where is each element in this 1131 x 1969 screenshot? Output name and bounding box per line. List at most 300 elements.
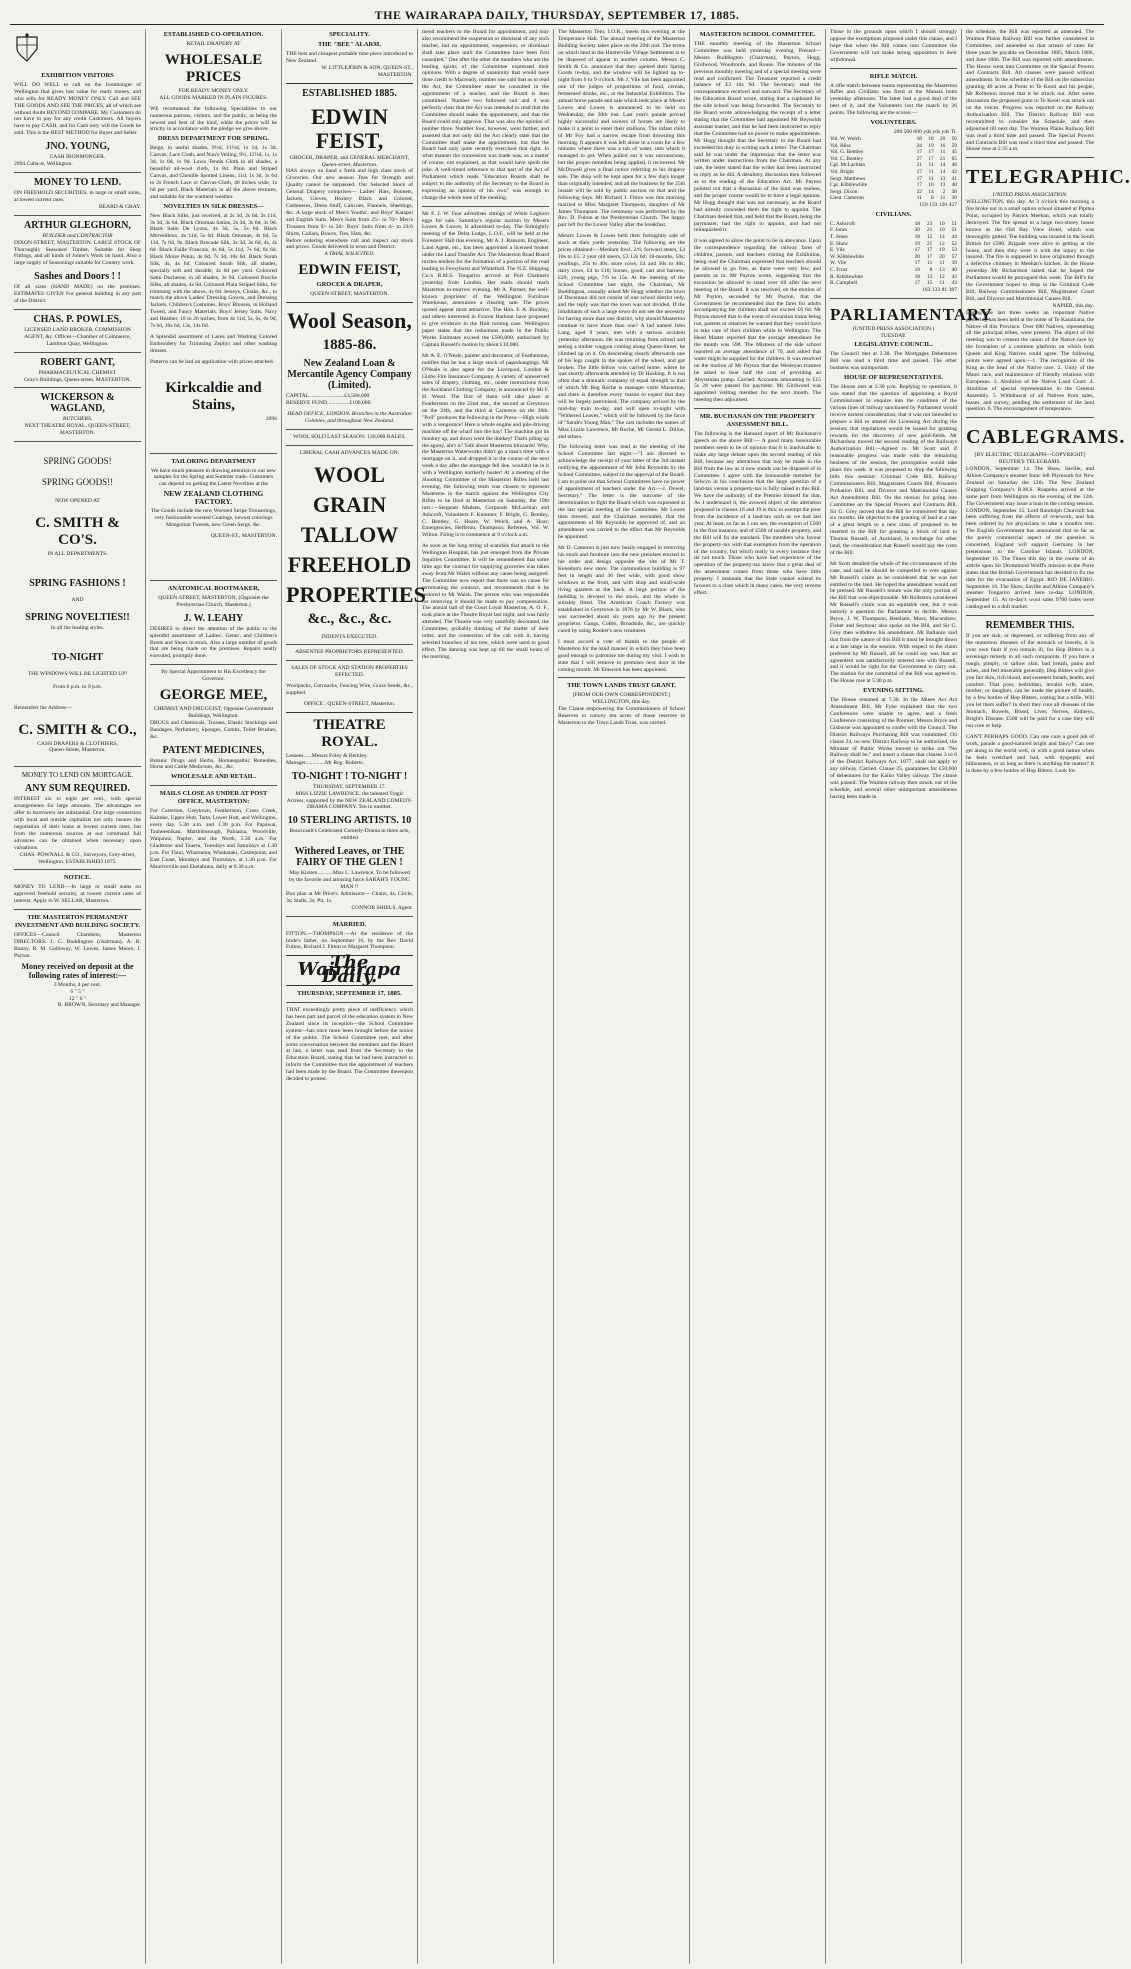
volunteer-cell-name: Vol. Bright (830, 168, 854, 175)
divider (286, 445, 413, 446)
ad-gleghorn-foot: Of all sizes (HAND MADE) on the premises. ESTIMATES GIVEN For general building in any part of the District. (14, 284, 141, 305)
volunteer-cell-t: 38 (951, 188, 957, 195)
divider (830, 298, 957, 299)
volunteer-cell-t: 65 (951, 155, 957, 162)
civilian-cell-t: 57 (951, 253, 957, 260)
civilians-total: 163 133 81 387 (922, 286, 957, 293)
civilian-cell-a: 17 (914, 247, 920, 254)
divider (966, 157, 1094, 158)
local-news-2: Mr A. E. O'Neale, painter and decorator, of Featherston, notifies that he has a large stock of paperhangings. Mr O'Neale is also agent for the Liverpool, London & Globe Fire Insurance Company. A variety of unreserved sales of drapery, clothing, etc., under instructions from the Auckland Clothing Company, is announced by Mr F. H. Wood. The first of them will take place at Featherston on the 22nd inst., the second at Greytown on the 24th, and the third at Carterton on the 26th. "Poll" produces the following in the Press:—High winds with a vengeance! Here a whole engine and pile-driving machine off the wharf into the bay! The machine got its monkey up, and down went the donkey! That's piling up the agony, ain't it? Talk about Masterton blizzards! Why, the Masterton Waterworks didn't go a man's time with a mortgage on it, and dropped it in the course of the next week a day after the mortgage fell due, wouldn't be in it with a Wellington northerly buster! At a meeting of the Shooting Committee of the Masterton Rifles held last evening, the following team was chosen to represent Masterton in the match against the Wellington City Rifles to be fired at Masterton on Saturday, the 19th inst.:—Sergeant Madsen, Corporals McLachlan and Ashcroft, Volunteers F. Kummer, F. Bright, G. Bentley, C. Bentley, G. Hoare, W. Welch, and A. Hoar; Emergencies, Hefferon, Thompson; Referees, Vol. W. Wilton. Firing is to commence at 9 o'clock a.m. (422, 352, 549, 539)
civilian-cell-t: 51 (951, 227, 957, 234)
volunteer-cell-name: Vol. G. Bentley (830, 149, 864, 156)
ad-smith-line-2: SPRING GOODS!! (41, 477, 114, 488)
ad-pownall-heading: MONEY TO LEND ON MORTGAGE. (21, 771, 134, 780)
evening-sitting-heading: EVENING SITTING. (863, 687, 924, 695)
volunteer-cell-a: 17 (916, 168, 922, 175)
volunteer-cell-t: 45 (951, 149, 957, 156)
civilian-row (830, 247, 957, 254)
volunteer-cell-a: 17 (916, 182, 922, 189)
town-lands-body: The Clause empowering the Commissioners of School Reserves to convey ten acres of those reserves in Masterton to the Town Lands Trust, was carried. (558, 706, 685, 727)
volunteer-cell-a: 21 (916, 162, 922, 169)
editorial-body: THAT exceedingly pretty piece of inefficiency which has been part and parcel of the education system in New Zealand since its inception—the School Committee system—has once more been brought before the notice of the public. The School Committee met, and after some conversation between the members and the Board at last, a letter was read from the Secretary to the Education Board, stating that he had been instructed to inform the Committee that the appointment of teachers had been made by the Board. The Committee thereupon decided to protest. (286, 1007, 413, 1083)
civilian-cell-c: 10 (939, 220, 945, 227)
civilian-cell-b: 23 (926, 220, 933, 227)
volunteer-cell-a: 17 (916, 149, 922, 156)
civilian-cell-name: C. Ashcroft (830, 220, 855, 227)
local-news-7: Mr D. Cameron is just now busily engaged in removing his stock and furniture into the new premises erected to his order and design opposite the site of Mr T. Kenedon's new store. The commodious building is 97 feet in length and 36 feet wide, with good show windows at the front, and with shop and small-scale living quarters at the back. A large portion of the building is devoted to the stock, and the whole is suitably fitted. The American Coach Factory was established in Greytown in 1876 by Mr W. Black, who was succeeded about six years ago by the present proprietor. Gangs, Cobbs, Broadside, &c., are quickly cured by using Rooker's new treatment. (558, 545, 685, 635)
ad-bee-sub: THE "BEE" ALARM. (317, 41, 382, 48)
volunteer-cell-t: 40 (951, 182, 957, 189)
legislative-council-heading: LEGISLATIVE COUNCIL. (854, 341, 933, 349)
ad-notice-heading: NOTICE. (63, 874, 92, 882)
divider (286, 660, 413, 661)
ad-mee-name: GEORGE MEE, (159, 687, 268, 704)
ad-coop-big: WHOLESALE PRICES (164, 51, 263, 85)
divider (422, 206, 549, 207)
volunteer-cell-a: 11 (916, 195, 922, 202)
civilian-cell-t: 39 (951, 260, 957, 267)
ad-smith-line-1: SPRING GOODS! (43, 456, 112, 467)
volunteer-cell-c: 11 (940, 195, 946, 202)
divider (14, 766, 141, 767)
column-6 (690, 29, 826, 1964)
ad-wool-word-5: PROPERTIES (286, 581, 426, 607)
civilian-cell-t: 51 (951, 220, 957, 227)
civilian-cell-c: 14 (939, 234, 945, 240)
divider (830, 68, 957, 69)
civilian-cell-name: E. Shaw (830, 240, 848, 247)
volunteer-row (830, 189, 957, 196)
ad-money-sign: BEARD & GRAY. (98, 203, 141, 210)
ad-theatre-body: MISS LIZZIE LAWRENCE, the talented Tragic Actress, supported by the NEW ZEALAND COMEDY-DRAMA COMPANY. Ten in number. (286, 790, 413, 811)
cablegrams-heading: CABLEGRAMS. (966, 426, 1126, 449)
ad-powles-heading: CHAS. P. POWLES, (33, 313, 122, 325)
ad-theatre-date: THURSDAY, SEPTEMBER 17. (313, 783, 386, 790)
column-7 (826, 29, 993, 1964)
civilian-cell-a: 18 (914, 273, 920, 280)
divider (14, 172, 141, 173)
volunteer-cell-c: 2 (942, 188, 946, 195)
civilian-cell-a: 19 (914, 240, 920, 247)
ad-coop-foot: A Splendid assortment of Laces and Washing Colored Embroidery for Trimming Zephyr and other washing dresses. (150, 334, 277, 354)
parliamentary-day: TUESDAY. (880, 332, 907, 339)
ad-feist-body: HAS always on hand a fresh and high class stock of Groceries. Our new season Teas for Strength and Quality cannot be surpassed. Our Selected Stock of General Drapery comprises— Ladies' Hats, Bonnets, Jackets, Gloves, Hosiery Black and Colored, Cashmeres, Dress Stuff, Calicoes, Flannels, Sheetings, &c. A large stock of Men's Youths', and Boys' Kaiapoi and English Suits. Men's Suits from 25/- to 70/- Men's Trousers from 9/- to 20/- Boys' Suits from 4/- to 24/6 Shirts, Collars, Braces, Ties, Hats, &c. (286, 168, 413, 237)
ad-coop-novelties: NOVELTIES IN SILK DRESSES— (163, 202, 264, 210)
civilian-cell-b: 17 (926, 247, 933, 254)
ad-leahy-heading: ANATOMICAL BOOTMAKER, (167, 584, 260, 592)
house-reps-body-2: Mr Scott detailed the whole of the circumstances of the case, and said he should be compelled to vote against Mr Russell's claim as he considered that he was not entitled to the land. He hoped the amendment would not be pressed. Mr Russell's tenure was the only portion of the Bill that was objectionable. Mr Rolleston considered Mr Russell's claim was an equitable one, but it was entirely a question for Parliament to decide. Messrs Bryce, J. W. Thompson, Beetham, Moss, Macandrew, Fisher and Seymour also spoke on the Bill, and Sir G. Grey then withdrew his amendment. Mr Ballance said that from the nature of this Bill it must be brought down at a late stage in the session. With respect to the claim preferred by Mr Russell, all he could say was that an agreement was satisfactorily entered into with Russell, and it would be right for the Government to carry out. The motion for the committal of the Bill was agreed to. The House rose at 5.30 p.m. (830, 560, 957, 685)
buchanan-continued: Those in the grounds upon which I should strongly oppose the exemptions proposed under this clause, and I hope that when the Bill comes into Committee the Government will not make strong opposition to their withdrawal. (830, 29, 957, 63)
ad-building-society-sub: Money received on deposit at the following rates of interest:— (21, 961, 134, 980)
volunteer-row (830, 169, 957, 176)
ad-smith-line-14: Queen-Street, Masterton. (49, 747, 106, 754)
civilian-cell-name: R. Kibblewhite (830, 273, 863, 280)
ad-wool-absentee: ABSENTEE PROPRIETORS REPRESENTED. (295, 649, 404, 656)
civilian-cell-c: 12 (939, 240, 945, 247)
ad-tailoring-heading: TAILORING DEPARTMENT (171, 457, 256, 465)
volunteer-cell-t: 59 (951, 142, 957, 149)
ad-gant-heading: ROBERT GANT, (40, 356, 115, 368)
divider (286, 429, 413, 430)
cablegrams-body: LONDON, September 14. The Shaw, Saville, and Albion Company's steamer Ionic left Plymouth for New Zealand on Saturday the 12th. The New Zealand Shipping Company's R.M.S. Ruapehu arrived at the same port from Wellington on the evening of the 12th. The Government may issue a loan in the coming session. LONDON, September 15. Lord Randolph Churchill has been suffering from the effects of overwork, and has been ordered by his physicians to take a month's rest. The English Government has announced that so far as the purely commercial aspect of the question is concerned, England will support Germany in her pretensions to the Caroline Islands. LONDON, September 16. The Times this day in the course of an article upon Sir Drummond Wolff's mission to the Porte states that the British Government has decided to fix the date for the evacuation of Egypt. RIO DE JANEIRO, September 16. The Shaw, Saville and Albion Company's steamer Tongariro arrived here to-day. LONDON, September 15. At to-day's wool sales 9700 bales were catalogued to a dull market. (966, 466, 1094, 611)
civilian-cell-a: 17 (914, 280, 920, 287)
ad-smith-line-12: Remember the Address— (14, 704, 72, 711)
coat-of-arms-icon (14, 33, 40, 63)
volunteer-cell-a: 27 (916, 155, 922, 162)
divider (14, 352, 141, 353)
ad-smith-line-4: IN ALL DEPARTMENTS. (47, 551, 108, 558)
ad-theatre-play: Withered Leaves, or THE FAIRY OF THE GLEN ! (294, 846, 405, 869)
ad-wool-office-2: OFFICE : QUEEN-STREET, Masterton. (303, 701, 396, 707)
rifle-match-body: A rifle match between teams representing the Masterton Rifles and Civilians was fired at the Manaia butts yesterday afternoon. The latter had a good deal of the best of it, and the Volunteers lost the match by 26 points. The following are the scores:— (830, 82, 957, 117)
ad-smith-line-5: SPRING FASHIONS ! (29, 578, 126, 589)
ad-bee-sign: W. LITTLEJOHN & SON, QUEEN-ST., MASTERTON. (321, 64, 413, 78)
evening-sitting-continued: the schedule, the Bill was reported as amended. The Waimea Plains Railway Bill was further considered in Committee, and amended so that arrears of rates for three years be payable on December 1885, March 1886, and June 1886. The Bill was reported with amendments. The House went into Committee on the Special Powers and Contracts Bill. All clauses were passed without amendment. In the schedule of the Bill on the subsection granting 40 acres at Porus to Te Kooti and his people, Mr Rolleston moved that it be struck out. After some discussion the proposed grant to Te Kooti was struck out on the voices. Progress was reported on the Railway Authorisation Bill. The District Railway Bill was recommitted to consider the Schedule, and then adjourned till next day. The Waimea Plains Railway Bill was read a third time and passed. The Special Powers and Contracts Bill was read a third time and passed. The House rose at 2.35 a.m. (966, 29, 1094, 153)
civilian-cell-name: F. Jones (830, 227, 848, 234)
cablegrams-sub: [BY ELECTRIC TELEGRAPH—COPYRIGHT] REUTER'S TELEGRAMS. (974, 452, 1086, 466)
divider (150, 580, 277, 581)
parliamentary-heading: PARLIAMENTARY (830, 304, 993, 324)
divider (14, 441, 141, 442)
ad-theatre-stars: 10 STERLING ARTISTS. 10 (287, 815, 412, 827)
civilian-cell-b: 8 (929, 266, 933, 273)
ad-smith-name-2: C. SMITH & CO., (18, 721, 137, 738)
ad-kirkcaldie-num: 2096 (265, 415, 277, 422)
ad-kirkcaldie-heading: Kirkcaldie and Stains, (165, 379, 262, 413)
civilian-cell-c: 13 (939, 266, 945, 273)
house-reps-heading: HOUSE OF REPRESENTATIVES. (844, 374, 943, 382)
ad-tailoring-body: We have much pleasure in drawing attention to our new samples for the Spring and Summer trade. Customers can depend on getting the Latest Novelties at the (151, 467, 276, 488)
legislative-council-body: The Council met at 2.30. The Mortgages Debentures Bill was read a third time and passed. The other business was unimportant. (830, 351, 957, 372)
civilian-row (830, 274, 957, 281)
civilian-cell-a: 18 (914, 234, 920, 240)
volunteer-cell-c: 11 (940, 149, 946, 156)
ad-mee-sub: CHEMIST AND DRUGGIST, Opposite Government Buildings, Wellington. (153, 706, 274, 719)
civilian-cell-b: 13 (926, 273, 933, 280)
civilian-cell-b: 15 (926, 280, 933, 287)
ad-mails-heading: MAILS CLOSE AS UNDER AT POST OFFICE, MASTERTON: (159, 790, 268, 806)
ad-wool-heading: Wool Season, (287, 308, 412, 334)
editorial-continued: mend teachers to the Board for appointment, and may also recommend the suspension or dismissal of any such teacher, but no appointment, suspension, or dismissal shall take place until the Committee have been first consulted." One after the other the members who are the leading spirits of the Committee expressed their opinions. With a degree of unanimity that would have done credit to Macready, number one said that as to read the Act, the Committee must be consulted in the appointment of a teacher, and the Board is then committed. Number two followed suit and it was perfectly clear that the Act was intended to read that the Committee should make the appointment, and that the Board could only approve. That was also the opinion of number three. Number four, however, went further, and asserted that not only did the Act clearly state that the Committee shall make the appointment, but that the Board had only quite recently exercised that right. In what manner the concession was made was, as a matter of course, not explained, as that would have spoilt the joke. A well-timed reference to that part of the Act of Parliament which reads "Education Boards shall be subject to the authority of the Secretary to the Board in expressing an opinion of his own" was enough to change the whole tone of the meeting. (422, 29, 549, 201)
remember-heading: REMEMBER THIS. (985, 620, 1075, 632)
ad-wickerson-body: NEXT THEATRE ROYAL, QUEEN-STREET, MASTERTON. (24, 423, 131, 437)
volunteers-heading: VOLUNTEERS. (870, 119, 917, 127)
volunteer-cell-name: Sergt. Matthews (830, 175, 866, 182)
column-1 (10, 29, 146, 1964)
column-5 (554, 29, 690, 1964)
local-news-3: As soon as the long string of scandals that attach to the Wellington Hospital, has just emerged from the Private Inquiries Committee. It will be remembered that some time ago the contract for supplying groceries was taken away from Mr Walsh without any cause being assigned. The Committee now report that there was no cause for terminating the contract, and recommends that it be restored to Mr Walsh. The person who was responsible for removing it should be made to pay compensation. The annual ball of the Court Loyal Masterton, A. O. F., took place at the Theatre Royal last night, and was fairly attended. The Theatre was very tastefully decorated, the Committee, probably thinking of the matter of their order, and the connection of the cab with it, having selected branches of tea tree, which were used to good effect. The dancing was kept up till the small hours of the morning. (422, 543, 549, 660)
civilian-cell-name: R. Campbell (830, 280, 858, 287)
ad-leahy-sub: QUEEN-STREET, MASTERTON, (Opposite the Presbyterian Church, Masterton.) (158, 594, 269, 608)
volunteer-cell-c: 14 (939, 162, 946, 169)
ad-feist-established: ESTABLISHED 1885. (302, 87, 397, 99)
ad-coop-heading: ESTABLISHED CO-OPERATION. (163, 31, 264, 38)
ad-mee-sub-2: WHOLESALE AND RETAIL. (170, 773, 257, 781)
volunteer-cell-b: 14 (928, 188, 934, 195)
ad-smith-line-10: THE WINDOWS WILL BE LIGHTED UP! (27, 670, 128, 677)
civilian-cell-name: C. Frost (830, 266, 848, 273)
ad-gleghorn-sub: BUILDER and CONTRACTOR (42, 232, 113, 239)
ad-building-society-rates: 3 Months, 4 per cent. 6 " 5 " 12 " 6 " (53, 981, 102, 1002)
volunteer-row (830, 182, 957, 189)
divider (150, 664, 277, 665)
volunteer-cell-c: 13 (939, 175, 946, 182)
civilian-row (830, 254, 957, 261)
divider (286, 644, 413, 645)
local-news-1: Mr F. J. W. Fear advertises sittings of White Leghorn eggs for sale. Saturday's regular auction by Messrs Lowes & Lowes, is advertised to-day. The fortnightly meeting of the Delta Lodge, L.O.F., will be held at the Foresters' Hall this evening. Mr A. J. Ransom, Engineer, Land Agent, etc., has been appointed a licensed broker under the Land Transfer Act. The Masterton Road Board invites tenders for the formation of a portion of the road leading to Fernyhurst and Whiteford. The N.Z. Shipping Co.'s R.M.S. Tongariro arrived at Port Chalmers yesterday from London. Her mails should reach Masterton to-morrow evening. Mr A. Parmer, the well-known proprietor of the Wellington Furniture Warehouse, announces a clearing sale. The prices quoted appear most attractive. The Hon. F. A. Buckley, and others interested in Foxton Harbour have proposed to give evidence in the Hutt turning case. Wellington paper states that the reductions made in the Public Works Estimates exceed the £500,000, authorized by Captain Russell's motion by about £10,000. (422, 210, 549, 348)
volunteer-cell-c: 13 (939, 182, 946, 189)
volunteer-cell-b: 8 (930, 195, 934, 202)
volunteer-cell-name: Cpl. McLachlan (830, 162, 866, 169)
ad-mee-heading: By Special Appointment to His Excellency the Governor. (161, 669, 266, 683)
ad-smith-name: C. SMITH & CO'S. (35, 515, 120, 549)
civilians-table (830, 221, 957, 287)
town-lands-sub: [FROM OUR OWN CORRESPONDENT.] WELLINGTON, this day. (572, 692, 671, 706)
volunteer-cell-name: Lieut. Cameron (830, 195, 864, 202)
ad-coop-line-1: FOR READY MONEY ONLY. (178, 87, 249, 94)
ad-exhibition-sub: CASH IRONMONGER. (49, 154, 106, 161)
divider (286, 1002, 413, 1003)
volunteer-cell-t: 46 (951, 162, 957, 169)
civilian-row (830, 221, 957, 228)
column-2 (146, 29, 282, 1964)
civilian-cell-name: T. Jones (830, 234, 848, 240)
volunteer-cell-c: 20 (939, 135, 946, 142)
volunteer-cell-t: 56 (951, 135, 957, 142)
ad-wool-office: HEAD OFFICE, LONDON. Branches in the Australian Colonies, and throughout New Zealand. (287, 410, 412, 424)
civilian-cell-t: 44 (951, 234, 957, 240)
volunteer-cell-a: 17 (916, 175, 922, 182)
ad-building-society-heading: THE MASTERTON PERMANENT INVESTMENT AND BUILDING SOCIETY. (14, 914, 141, 930)
ad-feist-name: EDWIN FEIST, (310, 103, 388, 153)
ad-exhibition-sign: JNO. YOUNG, (45, 141, 110, 153)
ad-wickerson-sub: BUTCHERS, (62, 416, 93, 423)
volunteer-cell-b: 11 (928, 162, 934, 169)
volunteer-cell-b: 10 (928, 182, 934, 189)
ad-coop-body: WE recommend the following Specialities to our numerous patrons, visitors, and the public, as being the newest and best of the kind, while the prices will be strictly in accordance with the pledge we give above. (150, 105, 277, 133)
ad-feist-sign: EDWIN FEIST, (298, 262, 401, 279)
remember-body: If you are sick, or depressed, or suffering from any of the numerous diseases of the stomach or bowels, it is your own fault if you remain ill, for Hop Bitters is a sovereign remedy in all such complaints. If you have a rough, pimply, or sallow skin, bad breath, pains and aches, and feel miserable generally, Hop Bitters will give you fair skin, rich blood, and sweetest breath, health, and comfort. That poor, bedridden, invalid wife, sister, mother, or daughter, can be made the picture of health, by a few bottles of Hop Bitters, costing but a trifle. Will you let them suffer? In short they cure all diseases of the Stomach, Bowels, Blood, Liver, Nerves, Kidneys, Bright's Disease. £500 will be paid for a case they will not cure or help. (966, 633, 1094, 729)
ad-wool-word-4: FREEHOLD (287, 551, 412, 577)
buchanan-heading: MR. BUCHANAN ON THE PROPERTY ASSESSMENT BILL. (699, 413, 816, 429)
ad-wool-year: 1885-86. (322, 337, 377, 354)
civilian-cell-name: W. Kibblewhite (830, 253, 864, 260)
divider (694, 408, 821, 409)
ad-theatre-body-3: May Kirsten...........Miss L. Lawrence. To be followed by the favorite and amusing farce SARAH'S YOUNG MAN !! (289, 870, 410, 890)
divider (14, 869, 141, 870)
ad-feist-address: Queen-street, Masterton. (321, 161, 378, 168)
masthead (10, 6, 1104, 25)
telegraphic-sub: UNITED PRESS ASSOCIATION. (992, 192, 1068, 199)
ad-wool-word-1: WOOL (314, 461, 385, 487)
volunteer-cell-name: Sergt. Dixon (830, 188, 858, 195)
divider (286, 302, 413, 303)
rifle-match-heading: RIFLE MATCH. (869, 72, 918, 80)
divider (14, 309, 141, 310)
telegraphic-body: WELLINGTON, this day. At 3 o'clock this morning a fire broke out in a small option school situated at Pipitea Point, occupied by Patrick Meehan, which was totally destroyed. The fire spread to a large two-storey house known as the Old Bay View Hotel, which was thoroughly gutted. The building was insured in the South British for £500. Brigade were alive in getting at the house, and then they were it with the injury to the insured. The fire is supposed to have originated through a defective chimney in Meehan's kitchen. In the House yesterday Mr Richardson stated that he hoped the Parliament would be prorogued this week. The Bill's for the Government hoped to drop in the Criminal Code Bill, Railway Commissioners Bill, Magistrates' Court Bill, and Divorce and Matrimonial Causes Bill. (966, 199, 1094, 302)
ad-smith-line-7: SPRING NOVELTIES!! (25, 611, 130, 623)
civilian-cell-a: 20 (914, 253, 920, 260)
married-body: FITTON.—THOMPSON.—At the residence of the bride's father, on September 16, by the Rev David Fulton, Richard J. Fitton to Margaret Thompson. (286, 930, 413, 951)
volunteer-cell-b: 19 (928, 142, 934, 149)
ad-money-heading: MONEY TO LEND. (33, 176, 122, 188)
buchanan-body: The following is the Hansard report of Mr Buchanan's speech on the above Bill:— A good many honourable members seem to be of opinion that it is inadvisable to make any large debate upon the second reading of this Bill, because any alterations that may be made in the Bill from the law as it now stands can be disposed of in Committee. I agree with the honourable member for Selwyn in his conclusion that the large question of a land-tax versus a property-tax is fully raised in this Bill. We have the authority of the Premier himself for that. As I understand it, the avowed object of the alteration proposed in clauses 18 and 19 is this: to exempt the poor from the incidence of a land-tax such as we had last year. At least, so far as I can see, the exemption of £500 in the first instance, and of £500 of taxable property, and the Bill will fix the standard. The members who favour the property-tax with that exemption from the operation of the country, but which really in every instance they do not touch. Those who have had experience of the operation of the property-tax know that a great deal of the assessment comes from those who have little property. I maintain that the State cannot extend its favours to a class which in many cases, the very reverse effect. (694, 431, 821, 596)
civilian-cell-a: 19 (914, 266, 920, 273)
civilians-heading: CIVILIANS. (875, 210, 912, 218)
ad-theatre-heading: THEATRE ROYAL. (313, 716, 386, 750)
civilian-cell-a: 18 (914, 220, 920, 227)
civilian-row (830, 234, 957, 241)
ad-tailoring-big: NEW ZEALAND CLOTHING FACTORY. (163, 489, 264, 507)
volunteer-cell-b: 11 (928, 175, 934, 182)
house-reps-body: The House met at 2.30 p.m. Replying to questions, it was stated that the question of appointing a Royal Commissioner to enquire into the condition of the various lines of railway sanctioned by Parliament would receive earnest consideration; that it was not intended to prepare a Bill to amend the Licensing Act during the session; that regulations would be issued for granting rewards for the discovery of new gold-fields. Mr Richardson moved the second reading of the Railways Authorization Bill.—Agreed to. Mr Scott said if reasonable progress was made with the remaining business of the session, the prorogation would take place this week. It was proposed to drop the following bills this session: Criminal Code Bill, Railway Commissioners Bill, Magistrates Courts Bill, Prisoners Probation Bill, and Divorce and Matrimonial Causes Act Amendment Bill. On the motion for going into Committee on the Special Powers and Contracts Bill, Sir G. Grey moved that the Bill be committed that day six months. He objected to the granting of land at a rate of a great length to a new class of proposed to be inserted in the Bill for granting a block of land to Thomas Russell, of Auckland, in exchange for other land, the consideration that Russell would pay the costs of the Bill. (830, 384, 957, 556)
town-lands-heading: THE TOWN LANDS TRUST GRANT. (567, 682, 676, 690)
ad-tailoring-body-2: The Goods include the new Worsted Stripe Trouserings, very fashionable worsted Coatings, newest colorings Mongolian Tweeds, new Green Serge, &c. (150, 508, 277, 529)
paper-nameplate: The Wairarapa Daily. (297, 952, 402, 988)
ad-building-society-sign: R. BROWN, Secretary and Manager. (57, 1002, 141, 1009)
civilian-row (830, 260, 957, 267)
ad-theatre-lessees: Lessees......Messrs Foley & Berkley. Manager..............Mr Reg. Roberts. (286, 752, 368, 766)
ad-wool-body: Woolpacks, Cornsacks, Fencing Wire, Grass Seeds, &c., supplied. (286, 683, 413, 697)
ad-wool-word-3: TALLOW (300, 521, 399, 547)
ad-gleghorn-heading: ARTHUR GLEGHORN, (24, 219, 131, 231)
ad-exhibition-heading: EXHIBITION VISITORS (41, 71, 114, 79)
masthead-title: THE WAIRARAPA DAILY, THURSDAY, SEPTEMBER 17, 1885. (374, 7, 740, 22)
volunteer-cell-name: Vol. Bliss (830, 142, 851, 149)
local-news-6: The following letter was read at the meeting of the School Committee last night:—"I am directed to acknowledge the receipt of your letter of the 3rd instant notifying the appointment of Mr John Reynolds by the School Committee, subject to the approval of the Board. I am to point out that School Committees have no power of appointment of teachers under the Act.—J. Dowel, Secretary." The letter is the outcome of the determination to fight the Board which was expressed at the last special meeting of the Committee. Mr Lowes then moved, and the Chairman seconded, that the appointment of Mr Reynolds be approved of, and an amendment was carried to the effect that Mr Reynolds be appointed. (558, 444, 685, 541)
parliamentary-sub: (UNITED PRESS ASSOCIATION.) (852, 325, 935, 332)
ad-coop-sub: RETAIL DRAPERY AT (186, 41, 241, 47)
ad-wool-company: New Zealand Loan & Mercantile Agency Company (Limited). (287, 358, 412, 392)
ad-wool-word-6: &c., &c., &c. (307, 610, 392, 627)
ad-gant-body: Gray's Buildings, Queen-street, MASTERTON. (24, 376, 131, 383)
civilian-cell-t: 43 (951, 273, 957, 280)
ad-coop-dept: DRESS DEPARTMENT FOR SPRING. (157, 135, 270, 143)
ad-smith-line-6: AND (71, 597, 84, 603)
volunteer-row (830, 195, 957, 202)
ad-mee-body-2: Botanic Drugs and Herbs, Homœopathic Remedies, Horse and Cattle Medicines, &c., &c. (150, 757, 277, 771)
civilian-cell-c: 11 (939, 260, 945, 267)
volunteer-cell-b: 17 (928, 149, 934, 156)
divider (558, 677, 685, 678)
column-3 (282, 29, 426, 1964)
ad-bee-body: THE best and cheapest portable time piece introduced to New Zealand. (286, 51, 413, 64)
ad-gleghorn-body: DIXON-STREET, MASTERTON. LARGE STOCK OF Thoroughly Seasoned Timber, Suitable for Shop Fittings, and all kinds of Joiner's Work on hand. Also a large supply of Seasonings suitable for Country work. (14, 239, 141, 267)
volunteer-cell-a: 22 (916, 188, 922, 195)
remember-foot: CAN'T PERHAPS GOOD. Can one cure a good job of work, parade a good-natured bright and fancy? Can one get along in the world well, or with a good nature when he feels wretched and bad, with dyspeptic and biliousness, or as long as there is anything the matter? It is done by a few bottles of Hop Bitters. Look for. (966, 733, 1094, 775)
civilian-cell-a: 17 (914, 260, 920, 267)
ad-feist-trial: A TRIAL SOLICITED. (324, 251, 375, 258)
ad-bee-heading: SPECIALITY. (329, 31, 370, 38)
divider (14, 215, 141, 216)
volunteer-cell-name: Cpl. Kibblewhite (830, 182, 868, 189)
school-committee-body-2: It was agreed to allow the point to lie in abeyance. Upon the correspondence regarding the railway fares of children, parents, and teachers visiting the Exhibition, being read the Chairman expressed that teachers should be allowed to go free, as there were very few, and parents as in. Mr Payton wrote, suggesting that the excursion be allowed to stand over till after the next meeting of the Board. It was resolved, on the motion of Mr Payton, seconded by Mr Payton, that the Government be recommended that the fares for adults accompanying the children shall not exceed £6 6d. Mr Payton moved that in the event of excursion trains being run, parents or relatives be warned that they would have to take care of their children while in Wellington. The Head Master reported that the average attendance for the month was 598. The Mistress of the side school reported an average attendance of 70, and asked that water might be supplied for the children. It was resolved on the motion of Mr Payton that the Wesleyan trustees be asked to bear half the cost of providing an Abyssinian pump. Carried. Accounts amounting to £15 5s 2d were passed for payment. Mr Girdwood was appointed visiting member for the next month. The meeting then adjourned. (694, 238, 821, 404)
ad-feist-sub: GROCER, DRAPER, and GENERAL MERCHANT, (289, 154, 410, 161)
ad-smith-line-3: NOW OPENED AT (55, 498, 100, 505)
napier-dateline: NAPIER, this day. (1052, 302, 1094, 309)
volunteer-cell-b: 17 (928, 155, 934, 162)
ad-theatre-box: Box plan at Mr Price's. Admission— Chairs, 4s; Circle, 3s; Stalls, 2s; Pit, 1s. (286, 890, 413, 904)
column-4 (418, 29, 554, 1964)
ad-pownall-sign: CHAS. POWNALL & CO., Surveyors, Grey-street, Wellington. ESTABLISHED 1875. (19, 851, 136, 865)
ad-exhibition-foot: 2094 Cuba-st, Wellington. (14, 161, 73, 168)
ad-feist-foot: QUEEN-STREET, MASTERTON. (310, 291, 389, 298)
volunteer-row (830, 143, 957, 150)
divider (966, 615, 1094, 616)
volunteer-cell-t: 41 (951, 175, 957, 182)
volunteer-row (830, 162, 957, 169)
ad-leahy-body: DESIRES to direct the attention of the public to the splendid assortment of Ladies', Gents', and Children's Boots and Shoes in stock. Also a large number of goods that are being made on the premises. Repairs neatly executed, promptly done. (150, 625, 277, 660)
school-committee-heading: MASTERTON SCHOOL COMMITTEE. (699, 31, 816, 38)
ad-powles-body: LICENSED LAND BROKER, COMMISSION AGENT, &c. Offices—Chamber of Commerce, Lambton Quay, Wellington. (24, 326, 131, 347)
napier-body: During the last three weeks an important Native gathering has been held at the home of Te Karaitiana, the Native of this Province. Over 600 Natives, representing all the principal tribes, were present. The object of the meeting was to cement the union of the Native race by the formation of a common platform on which both Queen and King Natives could agree. The following points were agreed upon:—1. The recognition of the King as the head of the Native race. 2. Unity of the Maori race, and maintenance of friendly relations with Europeans. 3. Abolition of the Native Land Court. 4. Abolition of special representation in the General Assembly. 5. Withdrawal of all Natives from sales, leases, and survey, pending the settlement of the land question. 6. The encouragement of temperance. (966, 309, 1094, 413)
civilian-row (830, 241, 957, 248)
civilian-cell-c: 11 (939, 280, 945, 287)
ad-exhibition-body: WILL DO WELL to call on the Ironmonger of Wellington that gives lost value for ready money, and who sells for READY MONEY ONLY. Call and SEE THE GOODS AND SEE THE PRICES, all of which are without doubt BEYOND COMPARE. My Customers do not have to pay for any credit Customers. All buyers have to pay CASH, and for Cash only will the Goods be sold. This is the BEST METHOD for Buyer and Seller. (14, 81, 141, 137)
civilian-cell-b: 21 (926, 240, 933, 247)
ad-wool-sales: SALES OF STOCK AND STATION PROPERTIES EFFECTED. (291, 665, 408, 679)
ad-gleghorn-line: Sashes and Doors ! ! (34, 271, 121, 283)
columns (10, 29, 1131, 1964)
volunteer-cell-name: Vol. W. Welch (830, 135, 861, 142)
civilian-cell-b: 12 (926, 234, 933, 240)
ad-wool-indents: INDENTS EXECUTED. (321, 633, 378, 640)
ad-mee-patent: PATENT MEDICINES, (162, 744, 265, 756)
civilian-cell-b: 11 (927, 260, 933, 267)
ad-wool-liberal: LIBERAL CASH ADVANCES MADE ON: (299, 449, 400, 456)
civilian-cell-c: 10 (939, 227, 945, 234)
volunteers-total: 159 133 126 427 (919, 201, 957, 208)
column-8 (962, 29, 1131, 1964)
local-news-4: The Masterton Tent, I.O.R., meets this evening at the Temperance Hall. The annual meeting of the Masterton Building Society takes place on the 29th inst. The terms on which land in the Hunterville Village Settlement is to be disposed of appear in another column. Messrs C. Smith & Co. announce that they opened their Spring Goods to-day, and the window will be lighted up to-night from 6 to 9 o'clock. Mr J. Vile has been appointed one of the judges of proportions of food, cereals, fermented drinks, etc., at the Industrial Exhibition. The annual horse parade and sale which took place at Messrs Lowes and Lowes is announced to be held on Wednesday, the 30th inst. Last year's parade proved highly successful and owners of horses are likely to make it a point to enter their stallions. The infant child of Mr Foy had a narrow escape from drowning this morning. It appears it was left alone in a room for a few minutes where there was a tub of water, into which it managed to get. When pulled out it was unconscious, but the proper remedies being applied, it recovered. Mr McDowell gives a final notice referring to his drapery sale. The shop will be kept open for a few days longer than originally intended, and all the business by the 25th instant will be sold by public auction on that and the following days. Mr Richard J. Fitton was this morning married to Miss Margaret Thompson, daughter of Mr James Thompson. The ceremony was performed by the Rev. D. Fulton at the Presbyterian Church. The happy pair left for the Lower Valley after the breakfast. (558, 29, 685, 229)
evening-sitting-body: The House resumed at 7.30. In the Mines Act Act Amendment Bill, Mr Fyke explained that the two Conferences were unable to agree, and a fresh Conference consisting of the Premier, Messrs Bryce and Gisborne was appointed to confer with the Council. The District Railways Purchasing Bill was committed. On clause 24, no new District Railway to be authorised, the Minister of Public Works moved to strike out "No Railway shall be," and insert a clause that clauses 3 to 6 of the District Railways Act, 1877, shall not apply to any railway. Carried. Clause 25, guarantees for £50,000 of debentures for the Kaiko Valley railway. The clause was passed. The Waimea railway then struck out of the schedule, and several other unimportant amendments having been made in (830, 697, 957, 800)
volunteer-row (830, 136, 957, 143)
school-committee-body: THE monthly meeting of the Masterton School Committee was held yesterday evening. Present—Messrs Buddington (Chairman), Payton, Hogg, Girdwood, Woodroofe, and Rouse. The minutes of the previous monthly meeting and of a special meeting were read and confirmed. The Treasurer reported a credit balance of £3 10s 9d. The Secretary read the correspondence received and outward. The Secretary of the Education Board wrote, stating that a cupboard for the side school was being forwarded. The Secretary to the Board wrote acknowledging the receipt of a letter stating that the Committee had appointed Mr Reynolds assistant master, and that he had been instructed to reply that the Committee had no power to make appointments. Mr Hogg thought that the Secretary to the Board had exceeded his duty in writing such a letter. The Chairman said he was under the impression that the letter was written under instructions from the Chairman. At any rate, the letter stated that the writer had been instructed to reply as he did. A desultory discussion then followed as to the reading of the Education Act. Mr Payton pointed out that a discussion of the kind was useless, and the proper course would be to have a legal opinion. Mr Hogg thought that was not necessary, as the Board had already conceded them the right to appoint. The Chairman denied that, and held that the Board, being the paymaster, had the right to appoint, and had not relinquished it. (694, 41, 821, 234)
civilian-cell-c: 12 (939, 273, 945, 280)
ad-pownall-body: INTEREST six to eight per cent., with special arrangements for large amounts. The advantages we offer to borrowers are substantial. Our large connection with local and outside capitalists not only insures the negotiation of their loans at lowest current rates, but from the numerous sources at our command full advances can be obtained when necessary upon valuations. (14, 796, 141, 851)
ad-wool-capital: CAPITAL.........................£3,500,000 (286, 393, 370, 400)
volunteer-cell-a: 18 (916, 135, 922, 142)
volunteer-row (830, 156, 957, 163)
volunteer-cell-c: 14 (939, 168, 946, 175)
divider (286, 916, 413, 917)
volunteer-cell-name: Vol. C. Bentley (830, 155, 864, 162)
volunteers-columns: 200 500 600 yds yds yds Tl. (893, 129, 957, 136)
ad-smith-line-13: CASH DRAPERS & CLOTHIERS, (37, 740, 118, 747)
civilian-row (830, 227, 957, 234)
volunteer-cell-c: 16 (939, 142, 946, 149)
civilian-cell-t: 52 (951, 240, 957, 247)
married-heading: MARRIED. (332, 920, 367, 928)
civilian-cell-c: 20 (939, 253, 945, 260)
civilian-cell-name: E. Vile (830, 247, 845, 254)
ad-building-society-body: OFFICES—Council Chambers, Masterton DIRECTORS: J. C. Boddington (chairman), A. R. Bunny, R. M. Galloway, W. Lowes, James Moore, J. Payton. (14, 932, 141, 959)
ad-mails-body: For Carterton, Greytown, Featherston, Cross Creek, Kaitoke, Upper Hutt, Taita, Lower Hutt, and Wellington, every day, 5.30 a.m. and 1.30 p.m. For Papawai, Tauherenikau, Martinborough, Pahiatua, Woodville, Waipawa, Napier, and the North, 5.30 a.m. For Gladstone and Taueru, Tuesdays and Saturdays at 1.30 p.m. For Tinui, Whareama, Whakataki, Castlepoint, and East Coast, Mondays and Thursdays, at 1.30 p.m. For Mauriceville and Eketahuna, daily at 8.30 a.m. (150, 808, 277, 870)
local-news-5: Messrs Lowes & Lowes held their fortnightly sale of stock at their yards yesterday. The following are the prices obtained:—Medium fowl, 2/6; forward steers, £4 10s to £5; 2 year old steers, £3 12s 6d; 18-months, 50s; yearlings, 25s to 40s; store cows, £4 and 30s to 40s; dairy cows, £4 to £10; horses, good, cart and harness, £26; young pigs, 7/6 to 15s. At the meeting of the School Committee last night, the Chairman, Mr Buddington, casually asked Mr Hogg whether the town of Ducentaur did not consist of one school district only, and the reply was that the town was not divided. If the inhabitants of such a large town do not see the necessity for having more than one district, why should Masterton continue to have more than one? A lad named John Lang, aged 9 years, met with a serious accident yesterday afternoon. He was returning from school and seeing a timber waggon coming along Queen-Street, he climbed up on it. On descending clearly afterwards one of his legs caught in the spokes of the wheel, and got broken. The little fellow was carried home, where he was shortly afterwards attended by Dr Hosking. It is not often that a dramatic company of equal strength to that of which Mr Reg Roche is manager visits Masterton, and there is therefore every reason to expect that they will be largely patronised. The company arrived by the mid-day train to-day, and will open to-night with "Withered Leaves," which will be followed by the farce of "Sarah's Young Man." The cast includes the names of Miss Lizzie Lawrence, Mr Roche, Mr Gerald L. Dillon, and others. (558, 233, 685, 440)
ad-coop-novelties-body: New Black Silks, just received, at 2s 3d, 2s 6d, 2s 11d, 3s 3d, 3s 6d. Black Ottoman Satins, 2s 3d, 3s 6d, 3s 9d. Black Satin De Lyons, 4s 3d, 5s, 5s 6d. Black Merveilleux, 4s 11d, 5s 6d. Black Ottoman, 4s 6d, 5s 11d, 7s 6d, 9s. Black Brocade Silk, 3s 3d, 3s 6d, 4s, 4s 6d. Black Faille Francais, 4s 6d, 5s 11d, 7s 6d, 8s 6d. Black Moire Pekin, 4s 6d, 7s 3d, 10s 6d. Black Surah Silk, 4s, 4s 6d. Coloured Surah Silk, all shades, specially soft and durable, 4s 6d per yard. Coloured Satin Duchesse, in all shades, 3s 9d. Coloured Broche Silks, all shades, 4s 9d. Coloured Plain Striped Silks, for trimming with the above, 4s 6d. Jerseys, Cloaks, &c., to match the above Ladies' Dressing Gowns, and Dressing Jackets. Children's Costumes, Boys' Blouses, in Holland Tweed, and Fancy Materials. Boys' Jersey Suits, Navy and Heather, 18 to 26 inches, from 4s 11d, 5s, 6s, 6s 9d, 7s 6d, 10s 6d, 13s, 14s 6d. (150, 212, 277, 330)
ad-wool-sold: WOOL SOLD LAST SEASON: 130,000 BALES. (293, 433, 406, 440)
ad-coop-foot-2: Patterns can be had on application with prices attached. (150, 358, 275, 365)
ad-wickerson-heading: WICKERSON & WAGLAND, (40, 392, 115, 415)
ad-tailoring-sign: QUEEN-ST., MASTERTON. (210, 532, 277, 539)
ad-notice-body: MONEY TO LEND.—In large or small sums on approved freehold security, at lowest current rates of interest. Apply to W. SELLAR, Masterton. (14, 884, 141, 905)
ad-mee-body: DRUGS and Chemicals, Trusses, Elastic Stockings and Bandages, Perfumery, Sponges, Combs, Toilet Brushes, &c. (150, 719, 277, 740)
civilian-cell-a: 20 (914, 227, 920, 234)
ad-pownall-sub: ANY SUM REQUIRED. (25, 783, 130, 795)
ad-feist-sign-2: GROCER & DRAPER, (316, 281, 383, 289)
divider (150, 785, 277, 786)
ad-smith-line-8: In all the leading styles. (50, 624, 105, 631)
